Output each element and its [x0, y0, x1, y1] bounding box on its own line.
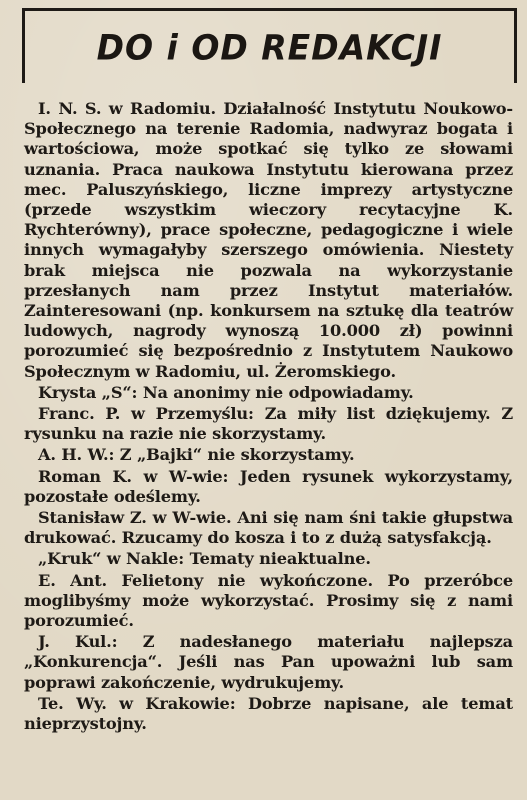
paragraph: E. Ant. Felietony nie wykończone. Po przeróbce moglibyśmy może wykorzystać. Prosimy się z nami porozumieć. — [24, 570, 513, 631]
paragraph: Stanisław Z. w W-wie. Ani się nam śni takie głupstwa drukować. Rzucamy do kosza i to z dużą satysfakcją. — [24, 508, 513, 548]
paragraph: J. Kul.: Z nadesłanego materiału najlepsza „Konkurencja“. Jeśli nas Pan upoważni lub sam poprawi zakończenie, wydrukujemy. — [24, 632, 513, 692]
paragraph: „Kruk“ w Nakle: Tematy nieaktualne. — [38, 549, 371, 569]
paragraph: Krysta „S“: Na anonimy nie odpowiadamy. — [38, 382, 414, 402]
article-body — [24, 99, 513, 734]
paragraph: Te. Wy. w Krakowie: Dobrze napisane, ale temat nieprzystojny. — [24, 693, 513, 734]
header-box — [22, 8, 517, 83]
page-title: DO i OD REDAKCJI — [96, 26, 443, 68]
paragraph: A. H. W.: Z „Bajki“ nie skorzystamy. — [38, 445, 355, 465]
paragraph: Franc. P. w Przemyślu: Za miły list dziękujemy. Z rysunku na razie nie skorzystamy. — [24, 404, 513, 444]
paragraph: I. N. S. w Radomiu. Działalność Instytutu Noukowo-Społecznego na terenie Radomia, nadwyraz bogata i wartościowa, może spotkać się tylko ze słowami uznania. Praca naukowa Instytutu kierowana przez mec. Paluszyńskiego, liczne imprezy artystyczne (przede wszystkim wieczory recytacyjne K. Rychterówny), prace społeczne, pedagogiczne i wiele innych wymagałyby szerszego omówienia. Niestety brak miejsca nie pozwala na wykorzystanie przesłanych nam przez Instytut materiałów. Zainteresowani (np. konkursem na sztukę dla teatrów ludowych, nagrody wynoszą 10.000 zł) powinni porozumieć się bezpośrednio z Instytutem Naukowo Społecznym w Radomiu, ul. Żeromskiego. — [24, 99, 513, 381]
paragraph: Roman K. w W-wie: Jeden rysunek wykorzystamy, pozostałe odeślemy. — [24, 466, 513, 506]
